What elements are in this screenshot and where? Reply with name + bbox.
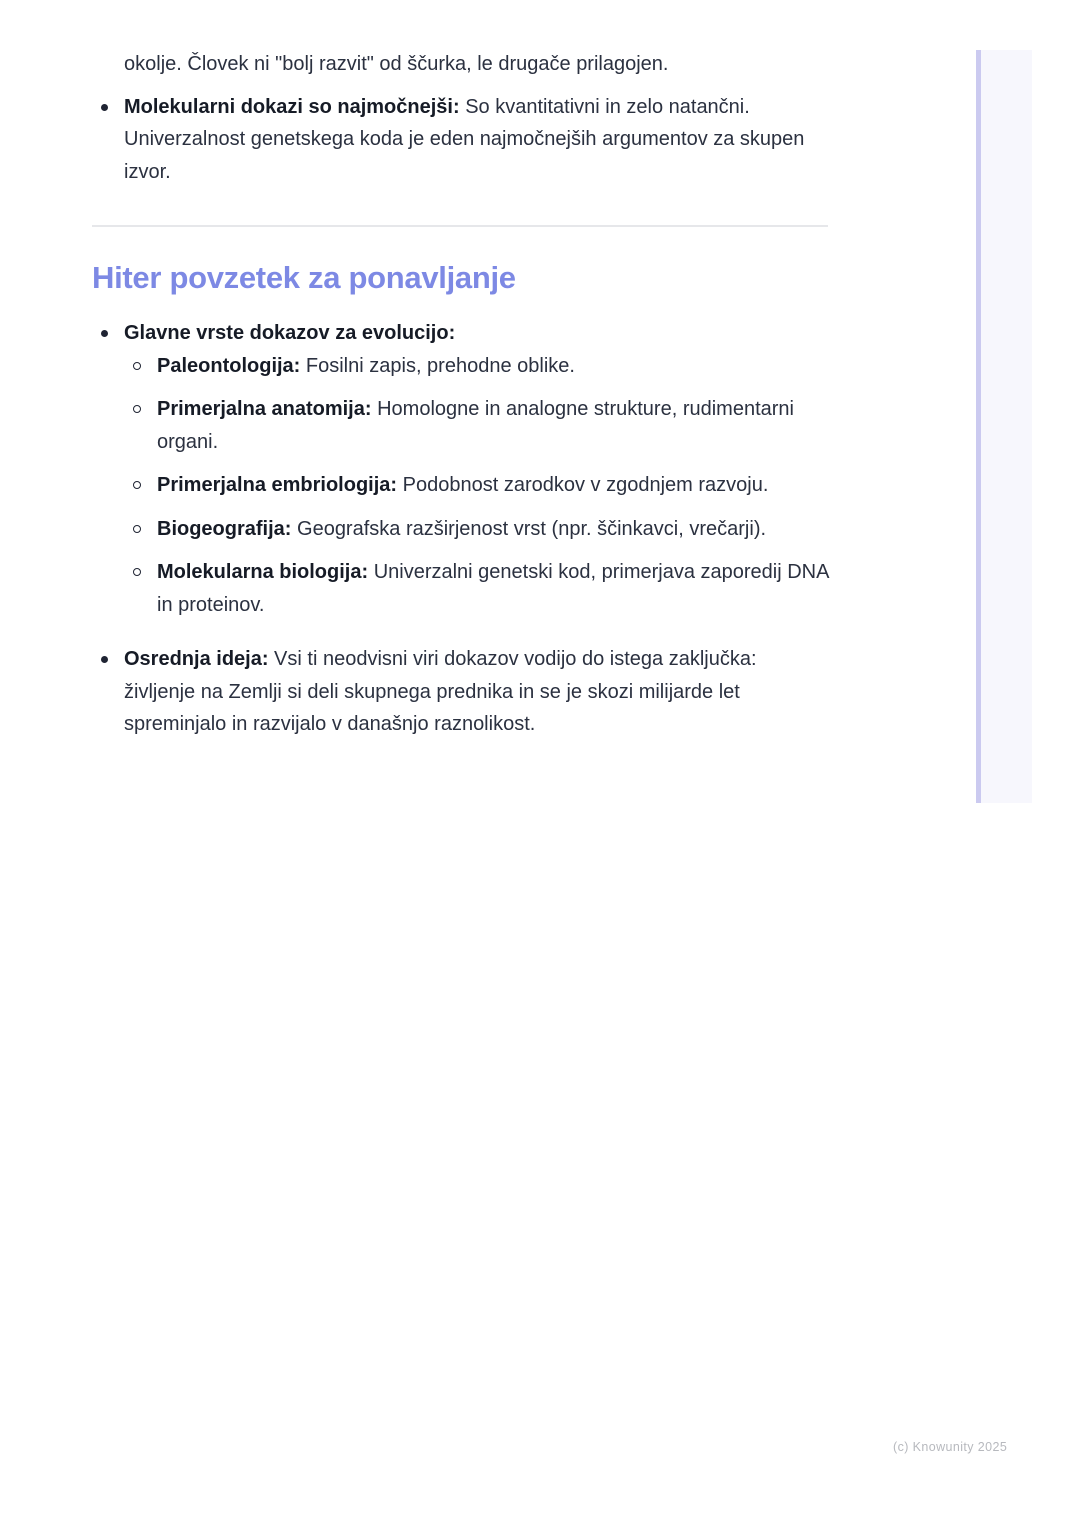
item-text: Geografska razširjenost vrst (npr. ščinkavci, vrečarji). [291, 517, 767, 540]
list-item [124, 469, 832, 502]
top-section [92, 48, 828, 188]
list-item-main-types [92, 317, 832, 621]
bullet-text: So kvantitativni in zelo natančni. Univerzalnost genetskega koda je eden najmočnejših argumentov za skupen izvor. [124, 95, 805, 183]
bullet-bold-label: Osrednja ideja: [124, 648, 269, 670]
item-label: Biogeografija: [157, 517, 292, 540]
item-text: Fosilni zapis, prehodne oblike. [300, 354, 575, 377]
list-item [124, 556, 832, 621]
item-label: Molekularna biologija: [157, 561, 369, 583]
list-item [124, 393, 832, 458]
section-divider [92, 225, 828, 227]
item-label: Primerjalna anatomija: [157, 398, 372, 420]
bullet-bold-label: Glavne vrste dokazov za evolucijo: [124, 322, 456, 344]
evidence-types-list [124, 350, 832, 622]
item-text: Podobnost zarodkov v zgodnjem razvoju. [397, 474, 769, 496]
top-bullet-list [92, 91, 828, 189]
list-item [124, 350, 832, 383]
item-label: Paleontologija: [157, 354, 301, 377]
side-panel [976, 50, 1032, 803]
item-text: Homologne in analogne strukture, rudimentarni organi. [157, 398, 794, 453]
continuation-paragraph: okolje. Človek ni "bolj razvit" od ščurka, le drugače prilagojen. [124, 53, 669, 75]
section-heading: Hiter povzetek za ponavljanje [92, 260, 516, 295]
copyright-footer: (c) Knowunity 2025 [893, 1440, 1008, 1454]
summary-section [92, 317, 832, 741]
list-item-core-idea [92, 643, 832, 741]
list-item [124, 513, 832, 546]
item-text: Univerzalni genetski kod, primerjava zaporedij DNA in proteinov. [157, 561, 829, 616]
summary-bullet-list [92, 317, 832, 741]
item-label: Primerjalna embriologija: [157, 474, 398, 496]
bullet-bold-label: Molekularni dokazi so najmočnejši: [124, 95, 460, 118]
bullet-text: Vsi ti neodvisni viri dokazov vodijo do istega zaključka: življenje na Zemlji si deli skupnega prednika in se je skozi milijarde let spreminjalo in razvijalo v današnjo raznolikost. [124, 648, 757, 735]
list-item [92, 91, 828, 189]
